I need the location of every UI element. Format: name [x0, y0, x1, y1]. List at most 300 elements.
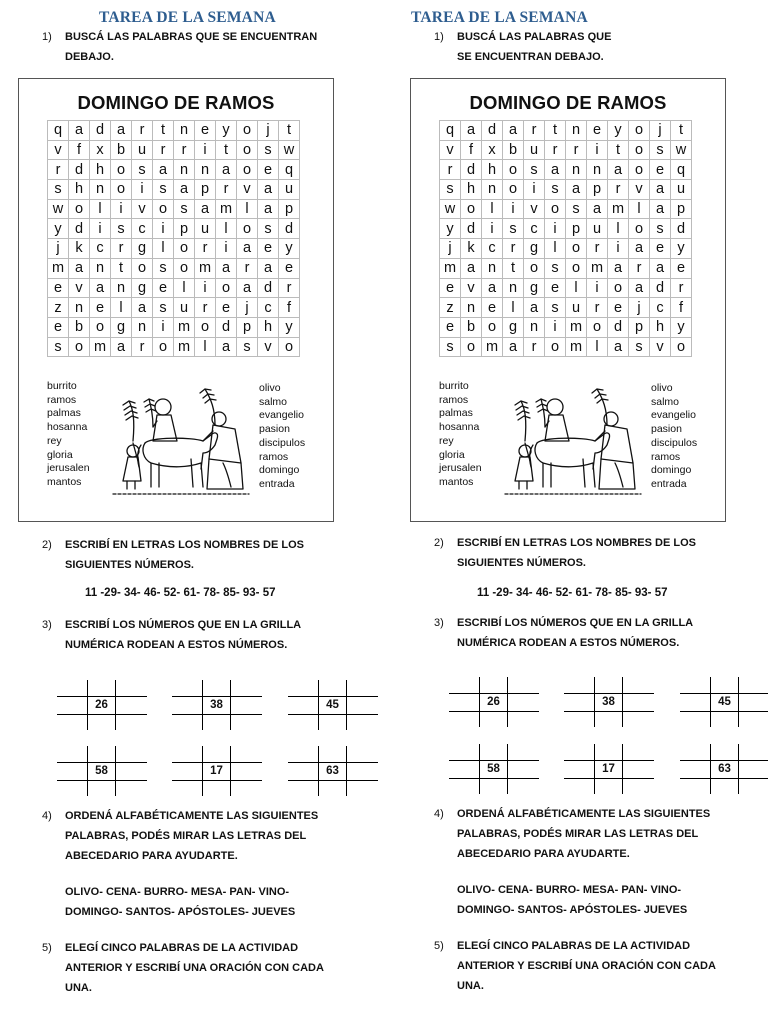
- grid-letter: o: [566, 239, 587, 259]
- grid-letter: i: [587, 278, 608, 298]
- center-number: 26: [487, 696, 500, 708]
- grid-letter: i: [587, 140, 608, 160]
- grid-letter: s: [258, 140, 279, 160]
- grid-letter: i: [503, 199, 524, 219]
- grid-letter: a: [608, 160, 629, 180]
- grid-letter: o: [216, 278, 237, 298]
- grid-letter: h: [650, 317, 671, 337]
- grid-letter: s: [440, 180, 461, 200]
- word-list-item: mantos: [439, 475, 474, 488]
- grid-letter: f: [69, 140, 90, 160]
- number-cross-grid: [57, 746, 147, 796]
- grid-letter: h: [258, 317, 279, 337]
- grid-letter: y: [608, 121, 629, 141]
- grid-letter: b: [461, 317, 482, 337]
- grid-letter: p: [237, 317, 258, 337]
- grid-letter: u: [174, 298, 195, 318]
- grid-letter: g: [132, 239, 153, 259]
- word-list-item: ramos: [259, 450, 289, 463]
- grid-row: [440, 219, 692, 239]
- grid-row: [440, 337, 692, 357]
- center-number: 58: [487, 763, 500, 775]
- grid-letter: i: [608, 239, 629, 259]
- grid-letter: o: [524, 258, 545, 278]
- grid-letter: o: [195, 317, 216, 337]
- grid-row: [440, 199, 692, 219]
- grid-letter: d: [258, 278, 279, 298]
- grid-row: [440, 298, 692, 318]
- grid-letter: e: [608, 298, 629, 318]
- grid-letter: m: [440, 258, 461, 278]
- grid-letter: z: [440, 298, 461, 318]
- grid-letter: s: [545, 180, 566, 200]
- grid-letter: s: [440, 337, 461, 357]
- grid-letter: l: [587, 337, 608, 357]
- grid-letter: e: [650, 239, 671, 259]
- grid-letter: n: [195, 160, 216, 180]
- grid-letter: e: [440, 278, 461, 298]
- center-number: 38: [210, 699, 223, 711]
- grid-letter: b: [111, 140, 132, 160]
- word-list-item: jerusalen: [439, 462, 482, 475]
- grid-letter: f: [279, 298, 300, 318]
- grid-letter: d: [69, 219, 90, 239]
- grid-letter: o: [237, 121, 258, 141]
- worksheet-title: TAREA DE LA SEMANA: [99, 9, 276, 26]
- activity-4-instruction: ORDENÁ ALFABÉTICAMENTE LAS SIGUIENTES PALABRAS, PODÉS MIRAR LAS LETRAS DEL ABECEDARIO PARA AYUDARTE.: [457, 808, 711, 860]
- word-list-item: evangelio: [259, 409, 304, 422]
- grid-letter: o: [132, 258, 153, 278]
- grid-letter: a: [90, 278, 111, 298]
- center-number: 17: [210, 765, 223, 777]
- grid-letter: g: [524, 278, 545, 298]
- grid-letter: t: [153, 121, 174, 141]
- grid-letter: t: [216, 140, 237, 160]
- grid-letter: z: [48, 298, 69, 318]
- activity-number: 3): [42, 619, 52, 631]
- word-list-item: hosanna: [439, 421, 480, 434]
- grid-letter: p: [629, 317, 650, 337]
- grid-letter: o: [503, 160, 524, 180]
- grid-letter: g: [132, 278, 153, 298]
- grid-letter: r: [174, 140, 195, 160]
- grid-letter: a: [545, 160, 566, 180]
- grid-letter: n: [482, 258, 503, 278]
- grid-letter: r: [545, 140, 566, 160]
- grid-letter: j: [48, 239, 69, 259]
- grid-letter: s: [258, 219, 279, 239]
- grid-letter: a: [111, 121, 132, 141]
- grid-letter: o: [237, 160, 258, 180]
- grid-letter: r: [587, 298, 608, 318]
- grid-letter: d: [650, 278, 671, 298]
- grid-letter: n: [503, 278, 524, 298]
- grid-letter: w: [440, 199, 461, 219]
- activity-number: 2): [434, 537, 444, 549]
- grid-letter: r: [608, 180, 629, 200]
- grid-letter: g: [503, 317, 524, 337]
- grid-letter: y: [279, 239, 300, 259]
- numbers-list: 11 -29- 34- 46- 52- 61- 78- 85- 93- 57: [85, 587, 276, 599]
- grid-letter: h: [482, 160, 503, 180]
- grid-letter: e: [195, 121, 216, 141]
- grid-letter: s: [545, 258, 566, 278]
- center-number: 45: [326, 699, 339, 711]
- grid-letter: o: [503, 180, 524, 200]
- grid-letter: r: [279, 278, 300, 298]
- word-search-puzzle: [18, 78, 334, 522]
- grid-letter: e: [216, 298, 237, 318]
- activity-2-instruction: ESCRIBÍ EN LETRAS LOS NOMBRES DE LOS SIGUIENTES NÚMEROS.: [457, 537, 696, 569]
- word-list-item: olivo: [259, 382, 281, 394]
- grid-letter: o: [174, 239, 195, 259]
- grid-letter: a: [216, 258, 237, 278]
- grid-letter: u: [566, 298, 587, 318]
- grid-letter: a: [69, 258, 90, 278]
- grid-row: [48, 317, 300, 337]
- grid-letter: t: [671, 121, 692, 141]
- grid-letter: e: [90, 298, 111, 318]
- grid-letter: y: [48, 219, 69, 239]
- word-list-item: salmo: [651, 395, 680, 408]
- grid-letter: r: [629, 258, 650, 278]
- grid-letter: j: [258, 121, 279, 141]
- activity-number: 5): [42, 942, 52, 954]
- grid-letter: l: [111, 298, 132, 318]
- grid-letter: i: [153, 219, 174, 239]
- grid-letter: v: [440, 140, 461, 160]
- grid-letter: a: [650, 180, 671, 200]
- letter-grid: [439, 120, 692, 357]
- word-list-item: hosanna: [47, 421, 88, 434]
- activity-4-instruction: ORDENÁ ALFABÉTICAMENTE LAS SIGUIENTES PALABRAS, PODÉS MIRAR LAS LETRAS DEL ABECEDARIO PARA AYUDARTE.: [65, 810, 319, 862]
- grid-letter: s: [503, 219, 524, 239]
- word-list-item: gloria: [47, 448, 73, 461]
- number-cross-grid: [680, 677, 768, 727]
- grid-letter: m: [174, 337, 195, 357]
- grid-row: [440, 258, 692, 278]
- word-list-item: discipulos: [651, 436, 698, 449]
- grid-letter: e: [258, 239, 279, 259]
- grid-letter: v: [461, 278, 482, 298]
- center-number: 58: [95, 765, 108, 777]
- grid-letter: c: [90, 239, 111, 259]
- grid-letter: c: [482, 239, 503, 259]
- grid-row: [48, 140, 300, 160]
- grid-letter: v: [69, 278, 90, 298]
- word-list-item: burrito: [47, 380, 77, 392]
- grid-letter: m: [195, 258, 216, 278]
- grid-letter: u: [524, 140, 545, 160]
- center-number: 26: [95, 699, 108, 711]
- grid-row: [440, 239, 692, 259]
- number-cross-grid: [288, 680, 378, 730]
- grid-letter: r: [524, 121, 545, 141]
- grid-letter: i: [153, 317, 174, 337]
- grid-letter: a: [195, 199, 216, 219]
- grid-letter: l: [195, 337, 216, 357]
- grid-letter: o: [629, 219, 650, 239]
- grid-letter: d: [461, 219, 482, 239]
- grid-row: [48, 160, 300, 180]
- activity-number: 4): [42, 810, 52, 822]
- grid-letter: d: [461, 160, 482, 180]
- grid-letter: w: [671, 140, 692, 160]
- grid-letter: o: [111, 160, 132, 180]
- grid-letter: l: [566, 278, 587, 298]
- puzzle-title: DOMINGO DE RAMOS: [469, 92, 667, 113]
- grid-letter: r: [440, 160, 461, 180]
- grid-letter: v: [629, 180, 650, 200]
- word-list-item: salmo: [259, 395, 288, 408]
- grid-letter: m: [587, 258, 608, 278]
- puzzle-title: DOMINGO DE RAMOS: [77, 92, 275, 113]
- grid-letter: n: [461, 298, 482, 318]
- grid-letter: o: [279, 337, 300, 357]
- grid-letter: o: [608, 278, 629, 298]
- grid-letter: s: [48, 180, 69, 200]
- grid-letter: u: [132, 140, 153, 160]
- grid-letter: a: [174, 180, 195, 200]
- grid-letter: n: [174, 121, 195, 141]
- grid-letter: o: [587, 317, 608, 337]
- word-list-item: rey: [439, 434, 454, 447]
- grid-letter: q: [279, 160, 300, 180]
- grid-letter: a: [237, 278, 258, 298]
- palm-sunday-illustration: [111, 379, 251, 509]
- activity-2-instruction: ESCRIBÍ EN LETRAS LOS NOMBRES DE LOS SIGUIENTES NÚMEROS.: [65, 539, 304, 571]
- number-cross-grid: [680, 744, 768, 794]
- grid-letter: e: [482, 298, 503, 318]
- center-number: 63: [718, 763, 731, 775]
- grid-row: [48, 219, 300, 239]
- grid-letter: r: [237, 258, 258, 278]
- words-to-order: OLIVO- CENA- BURRO- MESA- PAN- VINO- DOMINGO- SANTOS- APÓSTOLES- JUEVES: [65, 886, 296, 918]
- word-list-item: ramos: [439, 393, 469, 406]
- grid-letter: l: [629, 199, 650, 219]
- word-list-item: gloria: [439, 448, 465, 461]
- grid-letter: a: [650, 199, 671, 219]
- grid-letter: s: [132, 160, 153, 180]
- grid-letter: a: [608, 258, 629, 278]
- grid-letter: w: [48, 199, 69, 219]
- grid-letter: p: [566, 219, 587, 239]
- grid-letter: o: [629, 160, 650, 180]
- grid-letter: a: [153, 160, 174, 180]
- grid-letter: y: [671, 317, 692, 337]
- grid-letter: n: [90, 258, 111, 278]
- grid-letter: n: [482, 180, 503, 200]
- grid-letter: y: [216, 121, 237, 141]
- word-list-item: entrada: [259, 477, 295, 490]
- number-cross-grid: [449, 677, 539, 727]
- grid-row: [48, 278, 300, 298]
- grid-letter: x: [482, 140, 503, 160]
- grid-letter: c: [524, 219, 545, 239]
- activity-5-instruction: ELEGÍ CINCO PALABRAS DE LA ACTIVIDAD ANTERIOR Y ESCRIBÍ UNA ORACIÓN CON CADA UNA.: [457, 940, 716, 992]
- grid-letter: r: [216, 180, 237, 200]
- grid-letter: e: [671, 258, 692, 278]
- grid-row: [48, 258, 300, 278]
- grid-letter: l: [545, 239, 566, 259]
- grid-letter: p: [671, 199, 692, 219]
- word-list-item: domingo: [651, 464, 692, 477]
- word-list-right: [651, 382, 697, 492]
- activity-1-instruction: BUSCÁ LAS PALABRAS QUE SE ENCUENTRAN DEBAJO.: [457, 31, 612, 63]
- grid-letter: q: [48, 121, 69, 141]
- grid-row: [48, 199, 300, 219]
- grid-letter: o: [237, 140, 258, 160]
- word-list-right: [259, 382, 305, 492]
- grid-letter: u: [587, 219, 608, 239]
- palm-sunday-illustration: [503, 379, 643, 509]
- grid-letter: h: [90, 160, 111, 180]
- grid-letter: r: [587, 239, 608, 259]
- grid-letter: p: [587, 180, 608, 200]
- words-to-order: OLIVO- CENA- BURRO- MESA- PAN- VINO- DOMINGO- SANTOS- APÓSTOLES- JUEVES: [457, 884, 688, 916]
- center-number: 17: [602, 763, 615, 775]
- activity-1-instruction: BUSCÁ LAS PALABRAS QUE SE ENCUENTRAN DEBAJO.: [65, 31, 318, 63]
- grid-letter: r: [48, 160, 69, 180]
- grid-row: [48, 337, 300, 357]
- grid-letter: l: [608, 219, 629, 239]
- grid-letter: o: [237, 219, 258, 239]
- grid-letter: e: [48, 278, 69, 298]
- grid-letter: i: [216, 239, 237, 259]
- grid-letter: s: [629, 337, 650, 357]
- grid-letter: l: [174, 278, 195, 298]
- grid-letter: y: [440, 219, 461, 239]
- word-list-item: olivo: [651, 382, 673, 394]
- grid-row: [440, 140, 692, 160]
- grid-letter: m: [566, 317, 587, 337]
- grid-letter: s: [111, 219, 132, 239]
- grid-letter: r: [503, 239, 524, 259]
- grid-letter: a: [132, 298, 153, 318]
- word-list-item: pasion: [651, 423, 682, 436]
- grid-letter: m: [216, 199, 237, 219]
- grid-letter: k: [461, 239, 482, 259]
- grid-letter: r: [111, 239, 132, 259]
- grid-letter: d: [608, 317, 629, 337]
- grid-letter: p: [174, 219, 195, 239]
- grid-letter: i: [482, 219, 503, 239]
- grid-letter: s: [650, 140, 671, 160]
- grid-row: [48, 298, 300, 318]
- activity-3-instruction: ESCRIBÍ LOS NÚMEROS QUE EN LA GRILLA NUMÉRICA RODEAN A ESTOS NÚMEROS.: [65, 619, 302, 651]
- word-list-left: [47, 380, 90, 490]
- grid-letter: a: [258, 180, 279, 200]
- grid-letter: l: [482, 199, 503, 219]
- grid-letter: o: [90, 317, 111, 337]
- center-number: 45: [718, 696, 731, 708]
- number-cross-grid: [172, 680, 262, 730]
- grid-letter: i: [545, 317, 566, 337]
- grid-letter: i: [111, 199, 132, 219]
- grid-letter: o: [545, 199, 566, 219]
- grid-letter: q: [440, 121, 461, 141]
- grid-letter: o: [545, 337, 566, 357]
- grid-letter: p: [279, 199, 300, 219]
- grid-letter: a: [258, 199, 279, 219]
- grid-letter: t: [503, 258, 524, 278]
- grid-letter: i: [195, 140, 216, 160]
- grid-letter: j: [629, 298, 650, 318]
- grid-letter: r: [566, 140, 587, 160]
- grid-letter: a: [69, 121, 90, 141]
- grid-letter: a: [650, 258, 671, 278]
- grid-letter: m: [90, 337, 111, 357]
- grid-letter: b: [503, 140, 524, 160]
- grid-letter: n: [587, 160, 608, 180]
- grid-letter: l: [153, 239, 174, 259]
- worksheet-title: TAREA DE LA SEMANA: [411, 9, 588, 26]
- grid-letter: m: [566, 337, 587, 357]
- activity-number: 5): [434, 940, 444, 952]
- grid-letter: o: [153, 337, 174, 357]
- grid-letter: l: [503, 298, 524, 318]
- grid-letter: d: [671, 219, 692, 239]
- grid-letter: l: [237, 199, 258, 219]
- grid-letter: v: [524, 199, 545, 219]
- grid-letter: r: [524, 337, 545, 357]
- grid-letter: i: [132, 180, 153, 200]
- grid-letter: r: [153, 140, 174, 160]
- grid-letter: n: [524, 317, 545, 337]
- number-cross-grid: [288, 746, 378, 796]
- numbers-list: 11 -29- 34- 46- 52- 61- 78- 85- 93- 57: [477, 587, 668, 599]
- grid-letter: e: [48, 317, 69, 337]
- word-list-item: entrada: [651, 477, 687, 490]
- grid-letter: e: [545, 278, 566, 298]
- grid-letter: a: [587, 199, 608, 219]
- grid-letter: n: [111, 278, 132, 298]
- grid-letter: s: [524, 160, 545, 180]
- grid-letter: o: [69, 199, 90, 219]
- grid-letter: i: [195, 278, 216, 298]
- grid-row: [440, 121, 692, 141]
- word-list-item: ramos: [47, 393, 77, 406]
- grid-letter: e: [279, 258, 300, 278]
- grid-letter: m: [608, 199, 629, 219]
- grid-letter: v: [650, 337, 671, 357]
- grid-letter: a: [111, 337, 132, 357]
- activity-3-instruction: ESCRIBÍ LOS NÚMEROS QUE EN LA GRILLA NUMÉRICA RODEAN A ESTOS NÚMEROS.: [457, 617, 694, 649]
- grid-letter: a: [258, 258, 279, 278]
- grid-letter: q: [671, 160, 692, 180]
- grid-row: [440, 278, 692, 298]
- grid-letter: a: [237, 239, 258, 259]
- grid-letter: r: [671, 278, 692, 298]
- grid-letter: o: [671, 337, 692, 357]
- grid-letter: g: [111, 317, 132, 337]
- grid-row: [440, 180, 692, 200]
- grid-letter: e: [587, 121, 608, 141]
- grid-letter: a: [503, 337, 524, 357]
- letter-grid: [47, 120, 300, 357]
- grid-letter: o: [111, 180, 132, 200]
- grid-letter: j: [237, 298, 258, 318]
- grid-letter: h: [461, 180, 482, 200]
- word-list-item: burrito: [439, 380, 469, 392]
- grid-letter: t: [279, 121, 300, 141]
- grid-letter: g: [524, 239, 545, 259]
- grid-letter: d: [90, 121, 111, 141]
- number-cross-grid: [57, 680, 147, 730]
- word-list-left: [439, 380, 482, 490]
- grid-letter: p: [195, 180, 216, 200]
- activity-number: 2): [42, 539, 52, 551]
